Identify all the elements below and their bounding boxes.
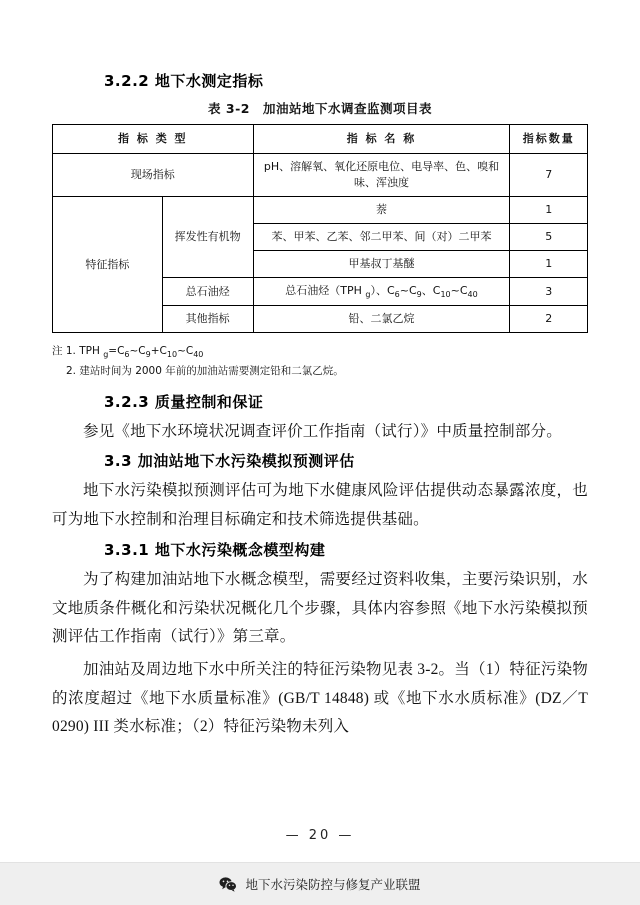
- cell-count: 3: [510, 277, 588, 306]
- cell-count: 2: [510, 306, 588, 333]
- cell-name: 苯、甲苯、乙苯、邻二甲苯、间（对）二甲苯: [253, 223, 510, 250]
- table-row: [53, 196, 588, 223]
- cell-count: 1: [510, 250, 588, 277]
- cell-subtype-other: 其他指标: [162, 306, 253, 333]
- cell-name: 萘: [253, 196, 510, 223]
- cell-name: pH、溶解氧、氧化还原电位、电导率、色、嗅和味、浑浊度: [253, 153, 510, 196]
- footer-account[interactable]: [219, 875, 420, 893]
- cell-type-onsite: 现场指标: [53, 153, 254, 196]
- heading-3-2-2: 3.2.2 地下水测定指标: [104, 72, 264, 90]
- footer-account-name: 地下水污染防控与修复产业联盟: [245, 877, 421, 892]
- table-caption: 表 3-2 加油站地下水调查监测项目表: [208, 101, 432, 116]
- monitoring-items-table: [52, 124, 588, 333]
- paragraph-3-2-3: 参见《地下水环境状况调查评价工作指南（试行）》中质量控制部分。: [83, 422, 562, 440]
- paragraph-3-3-1-a: 为了构建加油站地下水概念模型，需要经过资料收集，主要污染识别，水文地质条件概化和污染状况概化几个步骤，具体内容参照《地下水污染模拟预测评估工作指南（试行）》第三章。: [52, 570, 588, 646]
- cell-subtype-voc: 挥发性有机物: [162, 196, 253, 277]
- table-row: [53, 153, 588, 196]
- heading-3-3: 3.3 加油站地下水污染模拟预测评估: [104, 452, 355, 471]
- cell-count: 5: [510, 223, 588, 250]
- note-1: 注 1. TPH $_g=C_6\sim C_9+C_{10}\sim C_{40}$: [52, 345, 204, 360]
- paragraph-3-3: 地下水污染模拟预测评估可为地下水健康风险评估提供动态暴露浓度，也可为地下水控制和治理目标确定和技术筛选提供基础。: [52, 482, 588, 529]
- paragraph-3-3-1-b: 加油站及周边地下水中所关注的特征污染物见表 3-2。当（1）特征污染物的浓度超过《地下水质量标准》(GB/T 14848) 或《地下水水质标准》(DZ／T 0290) III 类水标准；（2）特征污染物未列入: [52, 660, 588, 736]
- cell-subtype-tph: 总石油烃: [162, 277, 253, 306]
- heading-3-2-3: 3.2.3 质量控制和保证: [104, 392, 264, 411]
- note-2: 2. 建站时间为 2000 年前的加油站需要测定铅和二氯乙烷。: [66, 365, 344, 378]
- table-header-type: 指 标 类 型: [53, 125, 254, 154]
- footer-watermark-band: [0, 862, 640, 905]
- cell-type-characteristic: 特征指标: [53, 196, 163, 333]
- table-header-count: 指标数量: [510, 125, 588, 154]
- wechat-icon: [219, 877, 237, 892]
- table-header-name: 指 标 名 称: [253, 125, 510, 154]
- cell-name: 总石油烃（TPH $_g$）、$C_6\sim C_9$、$C_{10}\sim C_{40}$: [253, 277, 510, 306]
- cell-name: 甲基叔丁基醚: [253, 250, 510, 277]
- table-header-row: [53, 125, 588, 154]
- page-number: — 20 —: [285, 828, 355, 843]
- table-notes: [52, 342, 588, 380]
- cell-name: 铅、二氯乙烷: [253, 306, 510, 333]
- heading-3-3-1: 3.3.1 地下水污染概念模型构建: [104, 540, 326, 559]
- cell-count: 1: [510, 196, 588, 223]
- cell-count: 7: [510, 153, 588, 196]
